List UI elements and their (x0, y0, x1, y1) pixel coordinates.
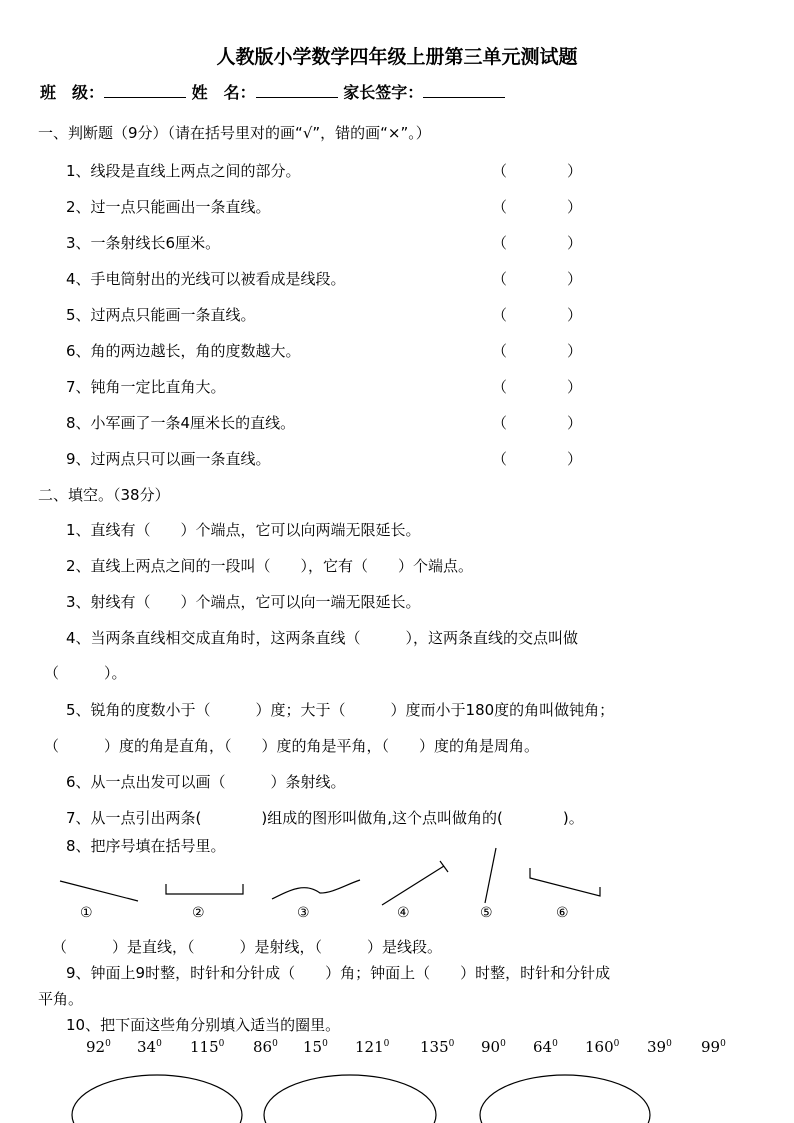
angle-number: 34 (137, 1038, 157, 1056)
figure-3-curve (272, 880, 360, 899)
figure-label: ③ (297, 905, 310, 921)
fill-question-5a[interactable]: 5、锐角的度数小于（ ）度；大于（ ）度而小于180度的角叫做钝角； (66, 701, 615, 719)
fill-question-10: 10、把下面这些角分别填入适当的圈里。 (66, 1016, 341, 1034)
fill-question-7[interactable]: 7、从一点引出两条( )组成的图形叫做角,这个点叫做角的( )。 (66, 809, 584, 827)
degree-mark: 0 (105, 1039, 111, 1049)
degree-mark: 0 (218, 1039, 225, 1049)
fill-question-9a[interactable]: 9、钟面上9时整，时针和分针成（ ）角；钟面上（ ）时整，时针和分针成 (66, 964, 611, 982)
angle-number: 99 (701, 1038, 721, 1056)
answer-circle-3[interactable] (480, 1075, 650, 1123)
angle-number: 64 (533, 1038, 553, 1056)
angle-value (86, 1038, 111, 1056)
angle-value (647, 1038, 672, 1056)
figure-2-shape (166, 884, 243, 894)
judge-item: 2、过一点只能画出一条直线。 (66, 198, 271, 216)
angle-number: 135 (420, 1038, 449, 1056)
judge-answer-paren[interactable]: （ ） (492, 414, 583, 432)
judge-item: 5、过两点只能画一条直线。 (66, 306, 256, 324)
judge-item: 6、角的两边越长，角的度数越大。 (66, 342, 301, 360)
figure-label: ④ (397, 905, 410, 921)
angle-value (137, 1038, 162, 1056)
angle-number: 39 (647, 1038, 667, 1056)
degree-mark: 0 (156, 1039, 162, 1049)
figure-6-shape (530, 868, 600, 896)
degree-mark: 0 (552, 1039, 558, 1049)
judge-answer-paren[interactable]: （ ） (492, 270, 583, 288)
judge-answer-paren[interactable]: （ ） (492, 234, 583, 252)
degree-mark: 0 (383, 1039, 390, 1049)
angle-value (355, 1038, 389, 1056)
angle-value (420, 1038, 454, 1056)
fill-question-4b[interactable]: （ ）。 (44, 664, 127, 682)
fill-question-3[interactable]: 3、射线有（ ）个端点，它可以向一端无限延长。 (66, 593, 421, 611)
part2-heading: 二、填空。（38分） (38, 486, 170, 504)
fill-question-6[interactable]: 6、从一点出发可以画（ ）条射线。 (66, 773, 346, 791)
degree-mark: 0 (500, 1039, 506, 1049)
angle-value (533, 1038, 558, 1056)
judge-answer-paren[interactable]: （ ） (492, 306, 583, 324)
degree-mark: 0 (322, 1039, 328, 1049)
parent-signature-label: 家长签字： (343, 83, 424, 102)
judge-answer-paren[interactable]: （ ） (492, 342, 583, 360)
judge-item: 8、小军画了一条4厘米长的直线。 (66, 414, 296, 432)
name-label: 姓 名： (191, 83, 256, 102)
degree-mark: 0 (613, 1039, 620, 1049)
figure-4-endpoint (440, 861, 448, 872)
answer-circle-1[interactable] (72, 1075, 242, 1123)
judge-answer-paren[interactable]: （ ） (492, 162, 583, 180)
fill-question-5b[interactable]: （ ）度的角是直角，（ ）度的角是平角，（ ）度的角是周角。 (44, 737, 540, 755)
judge-item: 4、手电筒射出的光线可以被看成是线段。 (66, 270, 346, 288)
judge-item: 7、钝角一定比直角大。 (66, 378, 226, 396)
class-label: 班 级： (40, 83, 105, 102)
angle-number: 92 (86, 1038, 106, 1056)
fill-question-2[interactable]: 2、直线上两点之间的一段叫（ ），它有（ ）个端点。 (66, 557, 474, 575)
figure-4-segment (382, 866, 444, 905)
angle-number: 90 (481, 1038, 501, 1056)
figure-label: ② (192, 905, 205, 921)
fill-question-9b: 平角。 (38, 990, 84, 1008)
fill-question-1[interactable]: 1、直线有（ ）个端点，它可以向两端无限延长。 (66, 521, 421, 539)
part1-heading: 一、判断题（9分）（请在括号里对的画“√”，错的画“×”。） (38, 124, 431, 142)
figure-label: ⑥ (556, 905, 569, 921)
judge-item: 9、过两点只可以画一条直线。 (66, 450, 271, 468)
judge-item: 3、一条射线长6厘米。 (66, 234, 221, 252)
judge-answer-paren[interactable]: （ ） (492, 378, 583, 396)
angle-value (190, 1038, 224, 1056)
degree-mark: 0 (666, 1039, 672, 1049)
angle-value (481, 1038, 506, 1056)
degree-mark: 0 (720, 1039, 726, 1049)
answer-circle-2[interactable] (264, 1075, 436, 1123)
angle-number: 15 (303, 1038, 323, 1056)
judge-answer-paren[interactable]: （ ） (492, 450, 583, 468)
angle-value (253, 1038, 278, 1056)
angle-number: 121 (355, 1038, 384, 1056)
angle-value (585, 1038, 619, 1056)
figure-label: ① (80, 905, 93, 921)
figure-1-line (60, 881, 138, 901)
fill-question-8: 8、把序号填在括号里。 (66, 837, 226, 855)
fill-question-8-answer[interactable]: （ ）是直线，（ ）是射线，（ ）是线段。 (52, 938, 443, 956)
fill-question-4a[interactable]: 4、当两条直线相交成直角时，这两条直线（ ），这两条直线的交点叫做 (66, 629, 579, 647)
degree-mark: 0 (448, 1039, 455, 1049)
judge-item: 1、线段是直线上两点之间的部分。 (66, 162, 301, 180)
angle-value (701, 1038, 726, 1056)
judge-answer-paren[interactable]: （ ） (492, 198, 583, 216)
figure-label: ⑤ (480, 905, 493, 921)
angle-number: 160 (585, 1038, 614, 1056)
page-title: 人教版小学数学四年级上册第三单元测试题 (216, 46, 578, 68)
degree-mark: 0 (272, 1039, 278, 1049)
angle-number: 115 (190, 1038, 219, 1056)
angle-value (303, 1038, 328, 1056)
figure-5-line (485, 848, 496, 903)
angle-number: 86 (253, 1038, 273, 1056)
